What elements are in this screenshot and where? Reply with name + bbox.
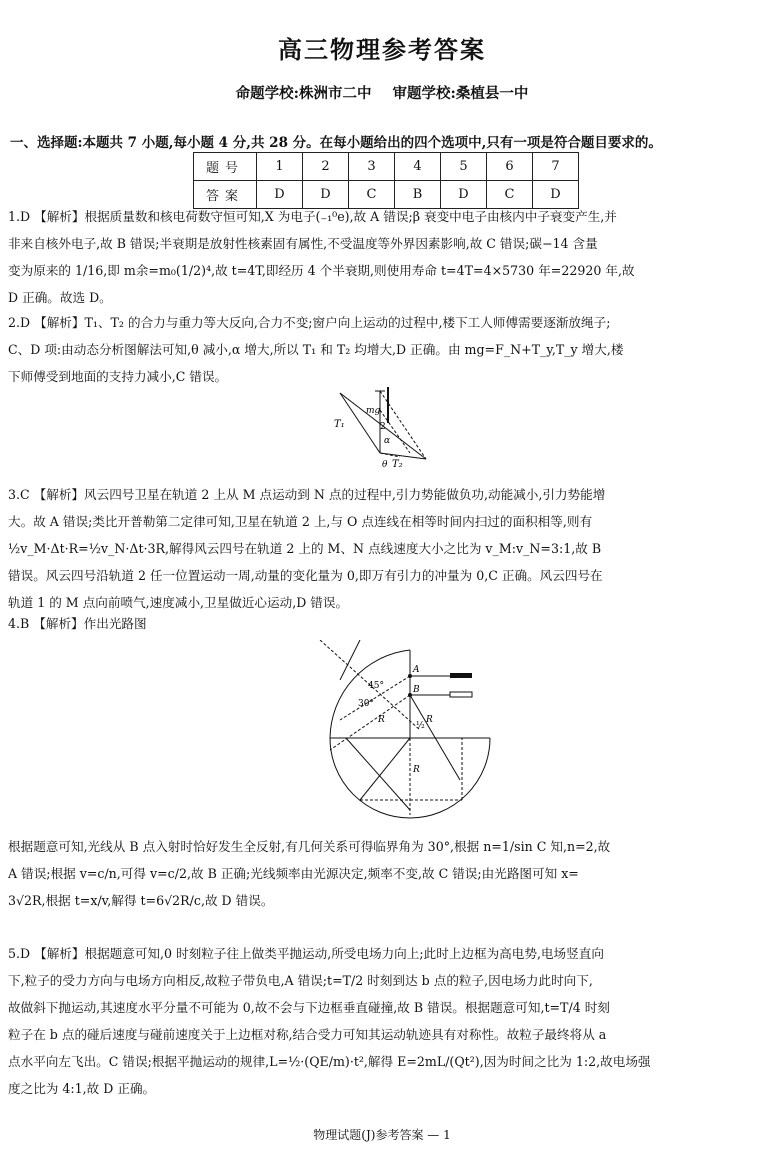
solution-line: 5.D 【解析】根据题意可知,0 时刻粒子往上做类平抛运动,所受电场力向上;此时上边框为高电势,电场竖直向 [8,946,604,961]
answer-cell: D [257,181,303,209]
solution-line: ½v_M·Δt·R=½v_N·Δt·3R,解得风云四号在轨道 2 上的 M、N 点线速度大小之比为 v_M:v_N=3:1,故 B [8,541,602,556]
question-number: 5 [441,153,487,181]
solution-line: 错误。风云四号沿轨道 2 任一位置运动一周,动量的变化量为 0,即万有引力的冲量为 0,C 正确。风云四号在 [8,568,603,583]
question-number: 2 [303,153,349,181]
school-info [0,82,764,103]
solution-line: 大。故 A 错误;类比开普勒第二定律可知,卫星在轨道 2 上,与 O 点连线在相等时间内扫过的面积相等,则有 [8,514,593,529]
solution-line: 4.B 【解析】作出光路图 [8,616,147,631]
question-number: 3 [349,153,395,181]
label-half: ½ [416,721,425,731]
answer-cell: C [349,181,395,209]
solution-line: 变为原来的 1/16,即 m余=m₀(1/2)⁴,故 t=4T,即经历 4 个半衰期,则使用寿命 t=4T=4×5730 年=22920 年,故 [8,263,635,278]
solution-line: 度之比为 4:1,故 D 正确。 [8,1081,156,1096]
solution-line: 点水平向左飞出。C 错误;根据平抛运动的规律,L=½·(QE/m)·t²,解得 E=2mL/(Qt²),因为时间之比为 1:2,故电场强 [8,1054,651,1069]
solution-line: 粒子在 b 点的碰后速度与碰前速度关于上边框对称,结合受力可知其运动轨迹具有对称性。故粒子最终将从 a [8,1027,607,1042]
answer-cell: C [487,181,533,209]
label-r2: R [426,715,433,725]
label-45: 45° [368,681,384,691]
label-mg: mg [366,406,381,416]
solution-line: A 错误;根据 v=c/n,可得 v=c/2,故 B 正确;光线频率由光源决定,频率不变,故 C 错误;由光路图可知 x= [8,866,579,881]
label-theta: θ [382,460,388,470]
question-number: 1 [257,153,303,181]
solution-line: 1.D 【解析】根据质量数和核电荷数守恒可知,X 为电子(₋₁⁰e),故 A 错误;β 衰变中电子由核内中子衰变产生,并 [8,209,617,224]
row-label: 答案 [194,181,257,209]
label-30: 30° [358,699,374,709]
reviewer-school: 审题学校:桑植县一中 [392,85,529,102]
label-t2: T₂ [392,459,403,470]
solution-line: 轨道 1 的 M 点向前喷气,速度减小,卫星做近心运动,D 错误。 [8,595,349,610]
solution-q3 [8,481,758,616]
answer-cell: B [395,181,441,209]
label-b: B [413,685,420,695]
answer-cell: D [441,181,487,209]
table-row [194,153,579,181]
section-heading: 一、选择题:本题共 7 小题,每小题 4 分,共 28 分。在每小题给出的四个选项中,只有一项是符合题目要求的。 [10,135,662,151]
label-a: A [413,665,420,675]
solution-line: 故做斜下抛运动,其速度水平分量不可能为 0,故不会与下边框垂直碰撞,故 B 错误。根据题意可知,t=T/4 时刻 [8,1000,610,1015]
light-path-diagram [300,640,515,825]
label-t1: T₁ [334,419,345,430]
question-number: 7 [533,153,579,181]
solution-line: C、D 项:由动态分析图解法可知,θ 减小,α 增大,所以 T₁ 和 T₂ 均增大,D 正确。由 mg=F_N+T_y,T_y 增大,楼 [8,342,624,357]
row-label: 题号 [194,153,257,181]
force-diagram [330,385,430,475]
label-alpha: α [384,436,391,446]
solution-line: 下,粒子的受力方向与电场方向相反,故粒子带负电,A 错误;t=T/2 时刻到达 b 点的粒子,因电场力此时向下, [8,973,593,988]
solution-line: 非来自核外电子,故 B 错误;半衰期是放射性核素固有属性,不受温度等外界因素影响,故 C 错误;碳−14 含量 [8,236,598,251]
solution-q1 [8,203,758,311]
page-footer: 物理试题(J)参考答案 — 1 [313,1128,451,1142]
answer-cell: D [303,181,349,209]
solution-line: 2.D 【解析】T₁、T₂ 的合力与重力等大反向,合力不变;窗户向上运动的过程中,楼下工人师傅需要逐渐放绳子; [8,315,611,330]
solution-q4 [8,833,758,914]
solution-q4-head [8,610,758,637]
question-number: 4 [395,153,441,181]
solution-line: 3.C 【解析】风云四号卫星在轨道 2 上从 M 点运动到 N 点的过程中,引力势能做负功,动能减小,引力势能增 [8,487,606,502]
setter-school: 命题学校:株洲市二中 [235,85,372,102]
solution-q2 [8,309,758,390]
solution-line: 下师傅受到地面的支持力减小,C 错误。 [8,369,228,384]
label-num: 2 [380,422,386,432]
solution-line: D 正确。故选 D。 [8,290,112,305]
answer-table [193,152,579,209]
question-number: 6 [487,153,533,181]
page-title: 高三物理参考答案 [278,35,486,64]
answer-cell: D [533,181,579,209]
label-r1: R [378,715,385,725]
label-r3: R [413,765,420,775]
solution-q5 [8,940,758,1102]
solution-line: 根据题意可知,光线从 B 点入射时恰好发生全反射,有几何关系可得临界角为 30°,根据 n=1/sin C 知,n=2,故 [8,839,611,854]
solution-line: 3√2R,根据 t=x/v,解得 t=6√2R/c,故 D 错误。 [8,893,274,908]
